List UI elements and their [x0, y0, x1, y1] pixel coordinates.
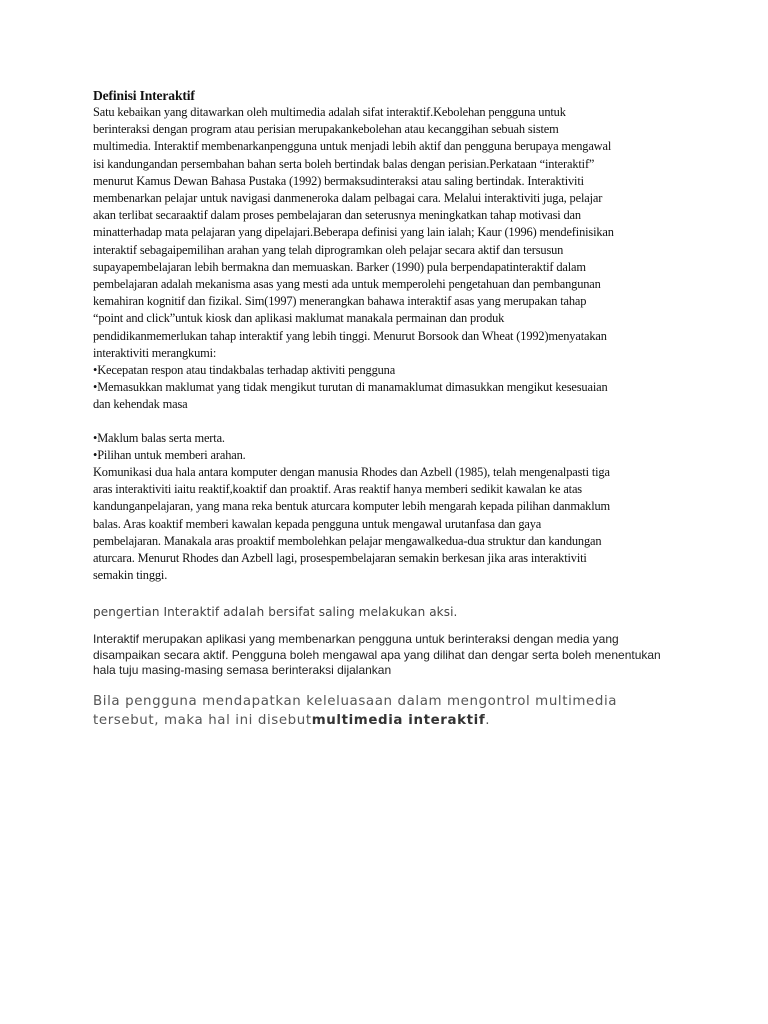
text-line: interaktif sebagaipemilihan arahan yang telah diprogramkan oleh pelajar secara aktif dan tersusun: [93, 242, 564, 257]
list-item: •Pilihan untuk memberi arahan.: [93, 447, 246, 462]
text-line: Interaktif merupakan aplikasi yang membenarkan pengguna untuk berinteraksi dengan media yang: [93, 632, 619, 646]
text-line: interaktiviti merangkumi:: [93, 345, 217, 360]
list-item: •Memasukkan maklumat yang tidak mengikut turutan di manamaklumat dimasukkan mengikut kesesuaian: [93, 380, 608, 395]
list-item: •Kecepatan respon atau tindakbalas terhadap aktiviti pengguna: [93, 363, 396, 378]
text-line: Bila pengguna mendapatkan keleluasaan dalam mengontrol multimedia: [93, 694, 618, 709]
definition-note-1: pengertian Interaktif adalah bersifat saling melakukan aksi.: [93, 605, 458, 619]
text-line: isi kandungandan persembahan bahan serta boleh bertindak balas dengan perisian.Perkataan “interaktif”: [93, 156, 595, 171]
list-item: •Maklum balas serta merta.: [93, 430, 225, 445]
article-paragraph-2: [93, 464, 683, 584]
text-line: Satu kebaikan yang ditawarkan oleh multimedia adalah sifat interaktif.Kebolehan pengguna untuk: [93, 105, 566, 119]
text-line: pembelajaran. Manakala aras proaktif membolehkan pelajar mengawalkedua-dua struktur dan kandungan: [93, 533, 602, 548]
text-line: semakin tinggi.: [93, 568, 168, 583]
line-suffix: .: [485, 713, 491, 728]
text-line: multimedia. Interaktif membenarkanpengguna untuk menjadi lebih aktif dan pengguna berupaya mengawal: [93, 139, 612, 154]
text-line: kandunganpelajaran, yang mana reka bentuk aturcara komputer lebih mengarah kepada pilihan danmaklum: [93, 499, 611, 514]
text-line: pembelajaran adalah mekanisma asas yang mesti ada untuk memperolehi pengetahuan dan pembangunan: [93, 277, 601, 292]
text-line: disampaikan secara aktif. Pengguna boleh mengawal apa yang dilihat dan dengar serta boleh menentukan: [93, 647, 661, 662]
text-line: menurut Kamus Dewan Bahasa Pustaka (1992) bermaksudinteraksi atau saling bertindak. Interaktiviti: [93, 173, 584, 188]
emphasized-term: multimedia interaktif: [311, 713, 486, 728]
text-line: Komunikasi dua hala antara komputer dengan manusia Rhodes dan Azbell (1985), telah mengenalpasti tiga: [93, 465, 610, 480]
article-paragraph-1: [93, 104, 683, 362]
text-line: aturcara. Menurut Rhodes dan Azbell lagi, prosespembelajaran semakin berkesan jika aras interaktiviti: [93, 551, 587, 566]
text-line: balas. Aras koaktif memberi kawalan kepada pengguna untuk mengawal urutanfasa dan gaya: [93, 516, 542, 531]
bullet-list-1: [93, 362, 683, 414]
text-line: pendidikanmemerlukan tahap interaktif yang lebih tinggi. Menurut Borsook dan Wheat (1992)menyatakan: [93, 328, 607, 343]
main-article: [93, 87, 683, 584]
definition-note-3: [93, 692, 693, 730]
bullet-list-2: [93, 430, 683, 464]
text-line: akan terlibat secaraaktif dalam proses pembelajaran dan seterusnya meningkatkan tahap motivasi dan: [93, 208, 581, 223]
article-heading: Definisi Interaktif: [93, 88, 195, 103]
text-line: membenarkan pelajar untuk navigasi danmeneroka dalam pelbagai cara. Melalui interaktiviti juga, pelajar: [93, 191, 603, 206]
blank-line: [93, 414, 683, 430]
line-prefix: tersebut, maka hal ini disebut: [93, 713, 312, 728]
text-line: berinteraksi dengan program atau perisian merupakankebolehan atau kecanggihan sebuah sistem: [93, 122, 559, 137]
text-line: hala tuju masing-masing semasa berinteraksi dijalankan: [93, 663, 392, 677]
text-line: minatterhadap mata pelajaran yang dipelajari.Beberapa definisi yang lain ialah; Kaur (1996) mendefinisikan: [93, 225, 614, 240]
text-line-with-emphasis: [93, 711, 693, 730]
text-line: “point and click”untuk kiosk dan aplikasi maklumat manakala permainan dan produk: [93, 311, 505, 326]
text-line: aras interaktiviti iaitu reaktif,koaktif dan proaktif. Aras reaktif hanya memberi sedikit kawalan ke atas: [93, 482, 582, 497]
text-line: supayapembelajaran lebih bermakna dan memuaskan. Barker (1990) pula berpendapatinteraktif dalam: [93, 259, 586, 274]
definition-note-2: [93, 632, 693, 679]
text-line: kemahiran kognitif dan fizikal. Sim(1997) menerangkan bahawa interaktif asas yang merupakan tahap: [93, 294, 587, 309]
list-item-continuation: dan kehendak masa: [93, 397, 188, 412]
